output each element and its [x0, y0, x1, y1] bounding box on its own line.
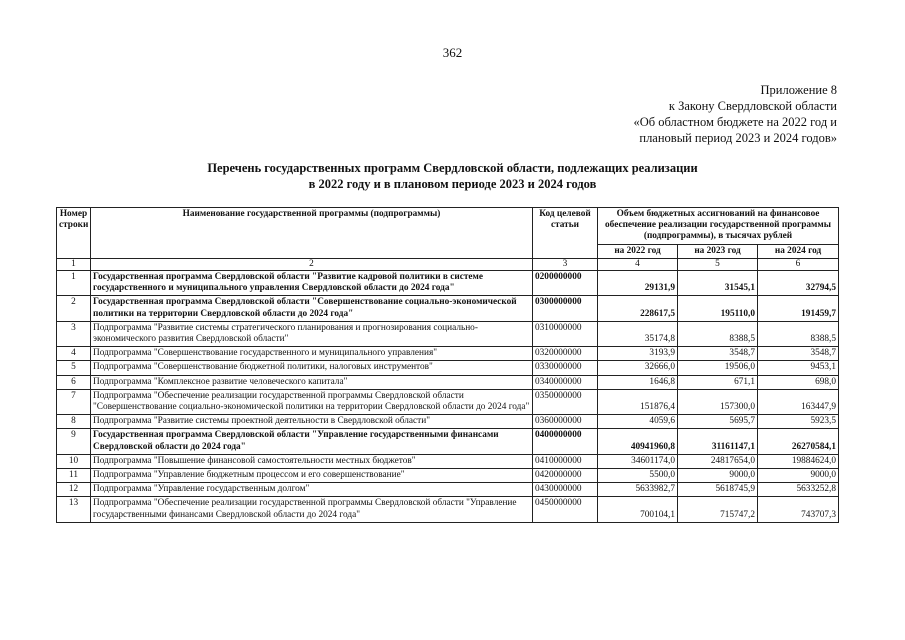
program-name: Подпрограмма "Комплексное развитие человеческого капитала" [91, 375, 533, 389]
table-row [57, 497, 839, 522]
value-2024: 743707,3 [758, 497, 839, 522]
appendix-line: к Закону Свердловской области [668, 99, 837, 113]
program-name: Государственная программа Свердловской области "Управление государственными финансами Свердловской области до 2024 года" [91, 429, 533, 454]
table-row [57, 296, 839, 321]
program-name: Подпрограмма "Развитие системы стратегического планирования и прогнозирования социально-экономического развития Свердловской области" [91, 321, 533, 346]
value-2023: 157300,0 [678, 389, 758, 414]
value-2023: 5618745,9 [678, 483, 758, 497]
table-row [57, 321, 839, 346]
value-2023: 3548,7 [678, 347, 758, 361]
table-row [57, 271, 839, 296]
target-code: 0410000000 [533, 454, 598, 468]
row-number: 11 [57, 469, 91, 483]
value-2022: 5500,0 [598, 469, 678, 483]
appendix-header [633, 82, 837, 146]
appendix-line: «Об областном бюджете на 2022 год и [633, 115, 837, 129]
header-year-2024: на 2024 год [758, 244, 839, 258]
value-2022: 29131,9 [598, 271, 678, 296]
title-line: в 2022 году и в плановом периоде 2023 и 2024 годов [308, 177, 597, 191]
row-number: 9 [57, 429, 91, 454]
value-2024: 163447,9 [758, 389, 839, 414]
page-number: 362 [442, 45, 463, 60]
table-row [57, 347, 839, 361]
row-number: 12 [57, 483, 91, 497]
value-2024: 32794,5 [758, 271, 839, 296]
table-row [57, 454, 839, 468]
appendix-line: плановый период 2023 и 2024 годов» [639, 131, 837, 145]
value-2022: 151876,4 [598, 389, 678, 414]
value-2022: 35174,8 [598, 321, 678, 346]
target-code: 0400000000 [533, 429, 598, 454]
column-index: 4 [598, 258, 678, 270]
value-2023: 19506,0 [678, 361, 758, 375]
column-index: 1 [57, 258, 91, 270]
table-row [57, 415, 839, 429]
value-2022: 5633982,7 [598, 483, 678, 497]
row-number: 2 [57, 296, 91, 321]
program-name: Государственная программа Свердловской области "Развитие кадровой политики в системе государственного и муниципального управления Свердловской области до 2024 года" [91, 271, 533, 296]
header-program-name: Наименование государственной программы (подпрограммы) [91, 208, 533, 259]
value-2023: 5695,7 [678, 415, 758, 429]
row-number: 5 [57, 361, 91, 375]
value-2022: 32666,0 [598, 361, 678, 375]
value-2024: 698,0 [758, 375, 839, 389]
program-name: Подпрограмма "Повышение финансовой самостоятельности местных бюджетов" [91, 454, 533, 468]
column-index: 5 [678, 258, 758, 270]
table-row [57, 483, 839, 497]
value-2022: 40941960,8 [598, 429, 678, 454]
value-2024: 9453,1 [758, 361, 839, 375]
value-2024: 3548,7 [758, 347, 839, 361]
value-2024: 19884624,0 [758, 454, 839, 468]
program-name: Подпрограмма "Управление бюджетным процессом и его совершенствование" [91, 469, 533, 483]
table-row [57, 375, 839, 389]
value-2022: 3193,9 [598, 347, 678, 361]
table-row [57, 429, 839, 454]
header-row-number: Номер строки [57, 208, 91, 259]
target-code: 0360000000 [533, 415, 598, 429]
target-code: 0420000000 [533, 469, 598, 483]
program-name: Государственная программа Свердловской области "Совершенствование социально-экономической политики на территории Свердловской области до 2024 года" [91, 296, 533, 321]
appendix-line: Приложение 8 [760, 83, 837, 97]
value-2023: 715747,2 [678, 497, 758, 522]
row-number: 1 [57, 271, 91, 296]
header-volume: Объем бюджетных ассигнований на финансовое обеспечение реализации государственной программы (подпрограммы), в тысячах рублей [598, 208, 839, 245]
row-number: 3 [57, 321, 91, 346]
target-code: 0430000000 [533, 483, 598, 497]
document-title [0, 160, 905, 192]
value-2022: 1646,8 [598, 375, 678, 389]
header-year-2023: на 2023 год [678, 244, 758, 258]
table-row [57, 469, 839, 483]
column-index-row [57, 258, 839, 270]
row-number: 4 [57, 347, 91, 361]
value-2023: 9000,0 [678, 469, 758, 483]
column-index: 6 [758, 258, 839, 270]
value-2023: 31161147,1 [678, 429, 758, 454]
target-code: 0200000000 [533, 271, 598, 296]
column-index: 3 [533, 258, 598, 270]
table-row [57, 389, 839, 414]
row-number: 8 [57, 415, 91, 429]
value-2023: 671,1 [678, 375, 758, 389]
row-number: 13 [57, 497, 91, 522]
value-2023: 8388,5 [678, 321, 758, 346]
value-2022: 4059,6 [598, 415, 678, 429]
row-number: 10 [57, 454, 91, 468]
title-line: Перечень государственных программ Свердловской области, подлежащих реализации [207, 161, 698, 175]
value-2023: 31545,1 [678, 271, 758, 296]
value-2024: 8388,5 [758, 321, 839, 346]
target-code: 0320000000 [533, 347, 598, 361]
value-2022: 228617,5 [598, 296, 678, 321]
target-code: 0310000000 [533, 321, 598, 346]
value-2023: 24817654,0 [678, 454, 758, 468]
program-name: Подпрограмма "Обеспечение реализации государственной программы Свердловской области "Управление государственными финансами Свердловской области до 2024 года" [91, 497, 533, 522]
value-2022: 34601174,0 [598, 454, 678, 468]
program-name: Подпрограмма "Обеспечение реализации государственной программы Свердловской области "Совершенствование социально-экономической политики на территории Свердловской области до 2024 года" [91, 389, 533, 414]
value-2024: 5633252,8 [758, 483, 839, 497]
value-2024: 9000,0 [758, 469, 839, 483]
program-name: Подпрограмма "Совершенствование бюджетной политики, налоговых инструментов" [91, 361, 533, 375]
target-code: 0300000000 [533, 296, 598, 321]
row-number: 7 [57, 389, 91, 414]
value-2022: 700104,1 [598, 497, 678, 522]
header-code: Код целевой статьи [533, 208, 598, 259]
program-name: Подпрограмма "Управление государственным долгом" [91, 483, 533, 497]
program-name: Подпрограмма "Совершенствование государственного и муниципального управления" [91, 347, 533, 361]
value-2024: 5923,5 [758, 415, 839, 429]
header-year-2022: на 2022 год [598, 244, 678, 258]
table-row [57, 361, 839, 375]
programs-table [56, 207, 839, 523]
program-name: Подпрограмма "Развитие системы проектной деятельности в Свердловской области" [91, 415, 533, 429]
target-code: 0450000000 [533, 497, 598, 522]
row-number: 6 [57, 375, 91, 389]
column-index: 2 [91, 258, 533, 270]
value-2024: 26270584,1 [758, 429, 839, 454]
target-code: 0330000000 [533, 361, 598, 375]
value-2024: 191459,7 [758, 296, 839, 321]
value-2023: 195110,0 [678, 296, 758, 321]
target-code: 0350000000 [533, 389, 598, 414]
target-code: 0340000000 [533, 375, 598, 389]
